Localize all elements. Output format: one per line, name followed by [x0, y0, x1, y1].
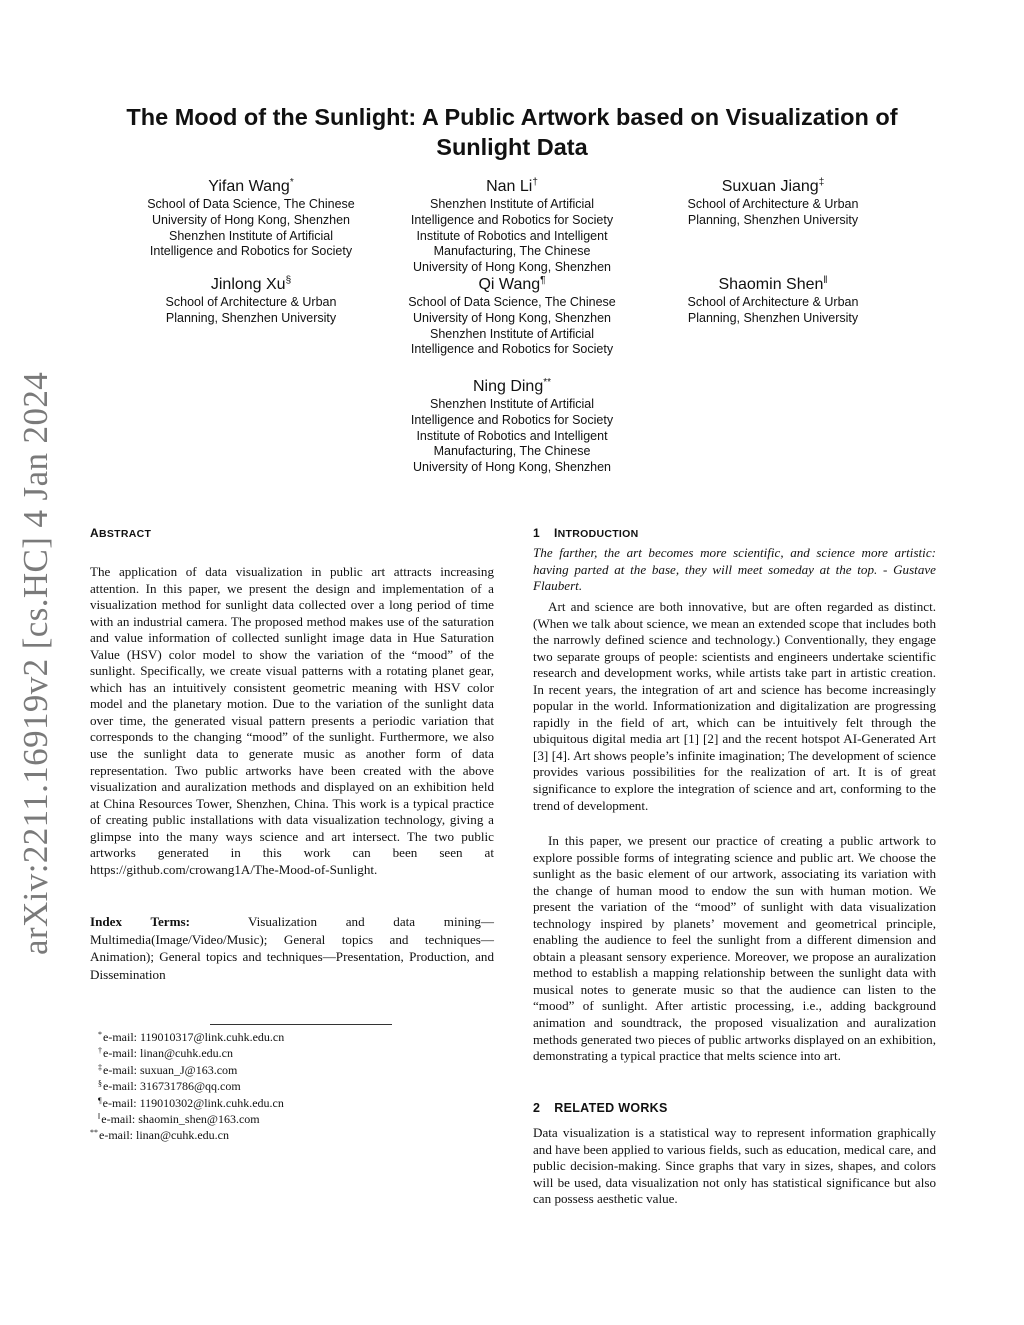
author-mark: § — [285, 275, 292, 286]
author-affiliation: Shenzhen Institute of Artificial Intelligence and Robotics for Society Institute of Robotics and Intelligent Manufacturing, The Chinese University of Hong Kong, Shenzhen — [410, 397, 614, 475]
author-nan-li — [382, 177, 642, 276]
footnote: †e-mail: linan@cuhk.edu.cn — [98, 1046, 234, 1061]
author-mark: † — [532, 177, 538, 188]
author-jinlong-xu — [121, 275, 381, 327]
author-mark: ¶ — [540, 275, 546, 286]
author-name: Shaomin Shen — [718, 276, 824, 293]
author-name: Qi Wang — [478, 276, 541, 293]
footnote: **e-mail: linan@cuhk.edu.cn — [90, 1128, 230, 1143]
arxiv-identifier: arXiv:2211.16919v2 [cs.HC] 4 Jan 2024 — [16, 371, 55, 955]
footnote-divider — [210, 1024, 392, 1025]
author-name: Ning Ding — [472, 378, 544, 395]
author-affiliation: School of Data Science, The Chinese University of Hong Kong, Shenzhen Shenzhen Institute of Artificial Intelligence and Robotics for Society — [408, 295, 616, 357]
abstract-text: The application of data visualization in public art attracts increasing attention. In this paper, we present the design and implementation of a visualization method for sunlight data collected over a long period of time with an industrial camera. The proposed method makes use of the saturation and value information of collected sunlight image data in Hue Saturation Value (HSV) color model to show the variation of the “mood” of the sunlight. Specifically, we create visual patterns with a rotating planet gear, which has an intuitively consistent geometric meaning with HSV color model and the planetary motion. Due to the variation of the sunlight data over time, the generated visual pattern presents a periodic variation that corresponds to the changing “mood” of the sunlight. Furthermore, we also use the sunlight data to generate music as another form of data representation. Two public artworks have been created with the above visualization and auralization methods and displayed on an exhibition held at China Resources Tower, Shenzhen, China. This work is a typical practice of creating public installations with data visualization technology, giving a glimpse into the many ways science and art intersect. The two public artworks generated in this work can been seen at https://github.com/crowang1A/The-Mood-of-Sunlight. — [90, 564, 494, 877]
author-name: Suxuan Jiang — [721, 178, 819, 195]
author-suxuan-jiang — [643, 177, 903, 229]
author-mark: ‡ — [818, 177, 825, 188]
intro-paragraph-2: In this paper, we present our practice of creating a public artwork to explore possible forms of integrating science and public art. We choose the sunlight as the basic element of our artwork, associating its variation with the change of human mood to endow the sun with human motion. We present the variation of the “mood” of sunlight with data visualization technology inspired by planets’ movement and geometrical principle, enabling the audience to feel the sunlight from a different dimension and obtain a pleasant sensory experience. Moreover, we propose an auralization method to establish a mapping relationship between the sunlight data with musical notes to generate music so that the audience can listen to the “mood” of sunlight. After artistic processing, i.e., adding background animation and soundtrack, the proposed visualization and auralization methods generated two pieces of public artworks displayed on an exhibition, demonstrating a typical practice that melts science into art. — [533, 833, 936, 1064]
author-yifan-wang — [121, 177, 381, 260]
author-mark: ‖ — [823, 275, 828, 286]
intro-paragraph-1: Art and science are both innovative, but are often regarded as distinct. (When we talk about science, we mean an extended scope that includes both the narrowly defined science and technology.) Conventionally, they engage two separate groups of people: scientists and engineers undertake scientific research and development works, while artists take part in artistic creation. In recent years, the integration of art and science has become increasingly popular in the world. Informationization and digitalization are progressing rapidly in the field of art, which can be intuitively felt through the ubiquitous digital media art [1] [2] and the recent hotspot AI-Generated Art [3] [4]. Art shows people’s infinite imagination; The development of science provides various possibilities for the realization of art. It is of great significance to explore the integration of science and art, conforming to the trend of development. — [533, 599, 936, 813]
author-name: Yifan Wang — [208, 178, 290, 195]
author-ning-ding — [382, 377, 642, 476]
footnotes — [90, 1029, 285, 1144]
index-terms — [90, 913, 494, 983]
author-affiliation: Shenzhen Institute of Artificial Intelligence and Robotics for Society Institute of Robotics and Intelligent Manufacturing, The Chinese University of Hong Kong, Shenzhen — [410, 197, 614, 275]
author-mark: ** — [543, 377, 552, 388]
related-works-text: Data visualization is a statistical way to represent information graphically and have been applied to various fields, such as education, medical care, and public decision-making. Since graphs that vary in sizes, shapes, and colors will be used, data visualization not only has statistical significance but also can possess aesthetic value. — [533, 1125, 936, 1207]
related-works-heading: 2 RELATED WORKS — [533, 1101, 668, 1115]
author-name: Jinlong Xu — [210, 276, 286, 293]
footnote: ‡e-mail: suxuan_J@163.com — [98, 1062, 238, 1077]
author-affiliation: School of Data Science, The Chinese University of Hong Kong, Shenzhen Shenzhen Institute of Artificial Intelligence and Robotics for Society — [147, 197, 355, 259]
author-mark: * — [289, 177, 294, 188]
index-terms-label: Index Terms: — [90, 914, 190, 929]
author-name: Nan Li — [486, 178, 533, 195]
author-affiliation: School of Architecture & Urban Planning, Shenzhen University — [165, 295, 337, 325]
epigraph-quote: The farther, the art becomes more scientific, and science more artistic: having parted at the base, they will meet someday at the top. - Gustave Flaubert. — [533, 545, 936, 594]
footnote: §e-mail: 316731786@qq.com — [98, 1079, 241, 1094]
footnote: ¶e-mail: 119010302@link.cuhk.edu.cn — [98, 1095, 284, 1110]
introduction-heading: 1 INTRODUCTION — [533, 526, 639, 540]
author-affiliation: School of Architecture & Urban Planning, Shenzhen University — [687, 197, 859, 227]
paper-title: The Mood of the Sunlight: A Public Artwork based on Visualization of Sunlight Data — [126, 104, 898, 160]
index-terms-text: Visualization and data mining—Multimedia(Image/Video/Music); General topics and techniques—Animation); General topics and techniques—Presentation, Production, and Dissemination — [90, 914, 495, 982]
footnote: ‖e-mail: shaomin_shen@163.com — [98, 1112, 260, 1127]
abstract-heading: ABSTRACT — [90, 526, 152, 540]
footnote: *e-mail: 119010317@link.cuhk.edu.cn — [98, 1030, 285, 1044]
author-qi-wang — [382, 275, 642, 358]
author-shaomin-shen — [643, 275, 903, 327]
author-affiliation: School of Architecture & Urban Planning, Shenzhen University — [687, 295, 859, 325]
